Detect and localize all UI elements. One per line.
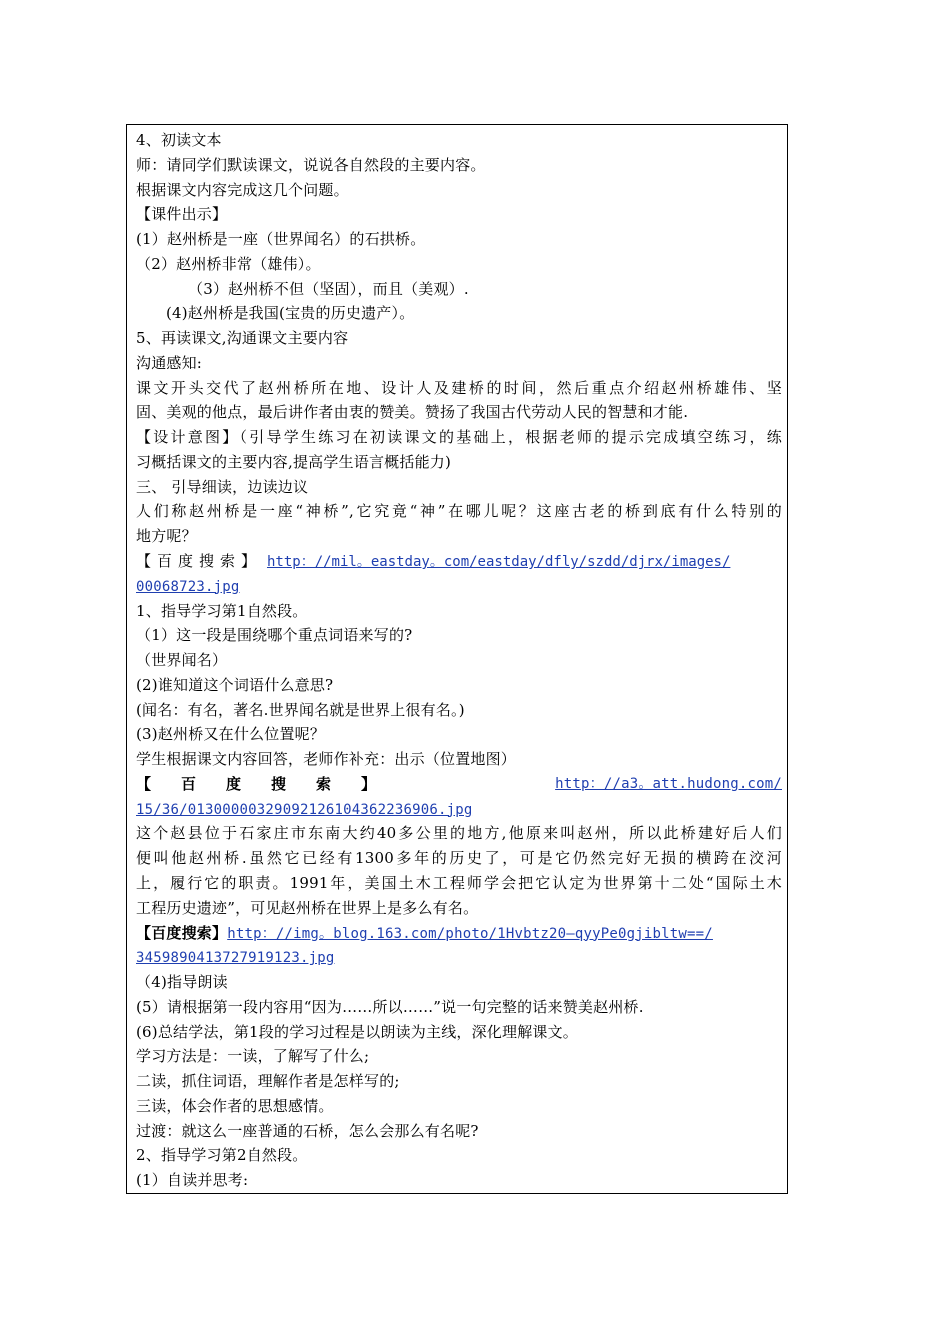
search-link[interactable]: http：//mil。eastday。com/eastday/dfly/szdd/djrx/images/ — [266, 554, 731, 571]
text-line: 2、指导学习第2自然段。 — [136, 1146, 308, 1165]
text-line: 这个赵县位于石家庄市东南大约40多公里的地方,他原来叫赵州，所以此桥建好后人们 — [136, 824, 782, 843]
search-link[interactable]: http：//a3。att.hudong.com/ — [555, 775, 782, 792]
search-label: 【百度搜索】 — [136, 774, 407, 793]
text-line: (3)赵州桥又在什么位置呢？ — [136, 725, 326, 744]
text-line: 过渡：就这么一座普通的石桥，怎么会那么有名呢? — [136, 1121, 479, 1140]
text-line: 【设计意图】（引导学生练习在初读课文的基础上，根据老师的提示完成填空练习，练 — [136, 428, 782, 447]
text-line: (闻名：有名，著名.世界闻名就是世界上很有名。) — [136, 700, 465, 719]
search-label: 【百度搜索】 — [136, 923, 228, 942]
search-link-line — [136, 574, 782, 599]
text-line: 固、美观的他点，最后讲作者由衷的赞美。赞扬了我国古代劳动人民的智慧和才能. — [136, 403, 689, 422]
search-link-line — [136, 772, 782, 797]
lesson-content — [136, 128, 782, 1193]
text-line: 习概括课文的主要内容,提高学生语言概括能力) — [136, 452, 452, 471]
search-link-line — [136, 921, 782, 946]
text-line: （世界闻名） — [136, 651, 228, 670]
section-heading-5: 5、再读课文,沟通课文主要内容 — [136, 329, 349, 348]
search-link-line — [136, 549, 782, 574]
text-line: （4)指导朗读 — [136, 973, 228, 992]
text-line: 学习方法是：一读，了解写了什么; — [136, 1047, 370, 1066]
search-link[interactable]: http：//img。blog.163.com/photo/1Hvbtz20—qyyPe0gjibltw==/ — [227, 925, 713, 942]
text-line: (5）请根据第一段内容用“因为……所以……”说一句完整的话来赞美赵州桥. — [136, 997, 644, 1016]
text-line: （2）赵州桥非常（雄伟）。 — [136, 254, 321, 273]
text-line: 课文开头交代了赵州桥所在地、设计人及建桥的时间，然后重点介绍赵州桥雄伟、坚 — [136, 378, 782, 397]
text-line: 三读，体会作者的思想感情。 — [136, 1096, 334, 1115]
section-heading-4: 4、初读文本 — [136, 131, 222, 149]
text-line: 工程历史遗迹”，可见赵州桥在世界上是多么有名。 — [136, 898, 479, 917]
text-line: （1）这一段是围绕哪个重点词语来写的? — [136, 626, 413, 645]
search-label: 【百度搜索】 — [136, 552, 263, 571]
text-line: 二读，抓住词语，理解作者是怎样写的; — [136, 1072, 400, 1091]
search-link-line — [136, 945, 782, 970]
text-line: (4)赵州桥是我国(宝贵的历史遗产）。 — [166, 304, 415, 323]
text-line: 地方呢？ — [136, 527, 197, 546]
text-line: 上，履行它的职责。1991年，美国土木工程师学会把它认定为世界第十二处“国际土木 — [136, 873, 782, 892]
text-line: 人们称赵州桥是一座“神桥”,它究竟“神”在哪儿呢？这座古老的桥到底有什么特别的 — [136, 502, 782, 521]
text-line: （3）赵州桥不但（坚固），而且（美观）. — [188, 279, 469, 298]
text-line: 师：请同学们默读课文，说说各自然段的主要内容。 — [136, 155, 486, 174]
section-heading-3: 三、 引导细读，边读边议 — [136, 477, 309, 496]
text-line: (1）赵州桥是一座（世界闻名）的石拱桥。 — [136, 230, 426, 249]
lesson-table-cell — [126, 124, 788, 1194]
search-link-cont[interactable]: 15/36/01300000329092126104362236906.jpg — [136, 801, 473, 818]
text-line: 【课件出示】 — [136, 205, 228, 224]
text-line: (6)总结学法，第1段的学习过程是以朗读为主线，深化理解课文。 — [136, 1022, 578, 1041]
text-line: (1）自读并思考: — [136, 1171, 249, 1190]
search-link-line — [136, 797, 782, 822]
text-line: 根据课文内容完成这几个问题。 — [136, 180, 349, 199]
search-link-cont[interactable]: 00068723.jpg — [136, 578, 240, 595]
text-line: 学生根据课文内容回答，老师作补充：出示（位置地图） — [136, 750, 517, 769]
text-line: 1、指导学习第1自然段。 — [136, 601, 308, 620]
search-link-cont[interactable]: 3459890413727919123.jpg — [136, 950, 335, 967]
text-line: 沟通感知: — [136, 353, 203, 372]
text-line: (2)谁知道这个词语什么意思? — [136, 675, 334, 694]
text-line: 便叫他赵州桥.虽然它已经有1300多年的历史了，可是它仍然完好无损的横跨在洨河 — [136, 849, 782, 868]
